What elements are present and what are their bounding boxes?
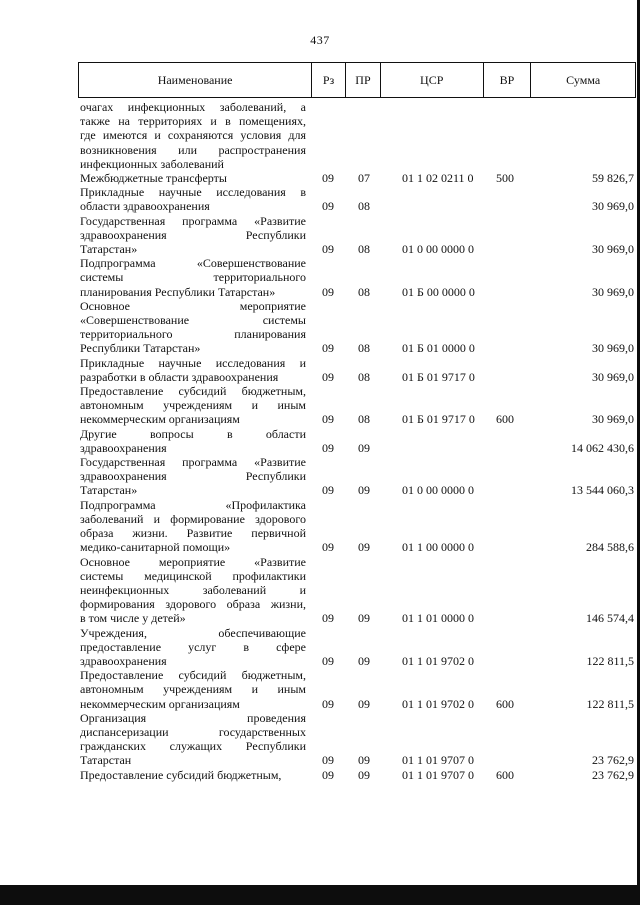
row-sum: 30 969,0	[592, 284, 634, 299]
row-name-line: Межбюджетные трансферты	[80, 171, 227, 186]
table-row	[80, 171, 636, 185]
row-csr: 01 1 01 9702 0	[402, 653, 474, 668]
row-name-line: очагах инфекционных заболеваний, а	[80, 100, 306, 114]
row-values	[80, 697, 636, 711]
row-vr: 600	[496, 767, 514, 782]
row-sum: 30 969,0	[592, 369, 634, 384]
table-row	[80, 384, 636, 427]
table-row	[80, 299, 636, 356]
row-csr: 01 1 01 0000 0	[402, 611, 474, 626]
row-name-line: Другие вопросы в области	[80, 426, 306, 441]
row-name-line: системы территориального	[80, 270, 306, 285]
row-vr: 500	[496, 171, 514, 186]
row-values	[80, 484, 636, 498]
row-values	[80, 285, 636, 299]
row-name-line: Татарстан	[80, 753, 132, 768]
row-name-line: Прикладные научные исследования в	[80, 185, 306, 200]
row-name-line: Республики Татарстан»	[80, 341, 201, 356]
row-name-line: возникновения или распространения	[80, 142, 306, 157]
table-row	[80, 185, 636, 213]
header-sum: Сумма	[530, 63, 635, 97]
row-rz: 09	[322, 341, 334, 356]
row-rz: 09	[322, 284, 334, 299]
row-rz: 09	[322, 440, 334, 455]
row-name-line: заболеваний и формирование здорового	[80, 511, 306, 526]
row-name-line: системы медицинской профилактики	[80, 568, 306, 583]
table-row	[80, 768, 636, 782]
row-name-line: Предоставление субсидий бюджетным,	[80, 668, 306, 683]
row-sum: 30 969,0	[592, 341, 634, 356]
row-pr: 09	[358, 753, 370, 768]
row-rz: 09	[322, 540, 334, 555]
row-sum: 23 762,9	[592, 767, 634, 782]
row-name-line: образа жизни. Развитие первичной	[80, 526, 306, 541]
row-pr: 08	[358, 284, 370, 299]
row-pr: 09	[358, 696, 370, 711]
header-vr: ВР	[483, 63, 531, 97]
row-name-line: неинфекционных заболеваний и	[80, 582, 306, 597]
row-name-line: планирования Республики Татарстан»	[80, 284, 276, 299]
row-name-line: автономным учреждениям и иным	[80, 682, 306, 697]
row-pr: 08	[358, 369, 370, 384]
table-row	[80, 711, 636, 768]
row-name-line: автономным учреждениям и иным	[80, 398, 306, 413]
row-rz: 09	[322, 171, 334, 186]
row-values	[80, 753, 636, 767]
row-values	[80, 540, 636, 554]
row-values	[80, 768, 636, 782]
row-vr: 600	[496, 412, 514, 427]
row-name-line: где имеются и сохраняются условия для	[80, 128, 306, 143]
row-csr: 01 1 01 9702 0	[402, 696, 474, 711]
row-rz: 09	[322, 483, 334, 498]
row-pr: 09	[358, 653, 370, 668]
row-rz: 09	[322, 653, 334, 668]
row-csr: 01 Б 01 9717 0	[402, 412, 475, 427]
row-pr: 09	[358, 483, 370, 498]
table-row	[80, 455, 636, 498]
row-name-line: Государственная программа «Развитие	[80, 213, 306, 228]
table-body	[80, 100, 636, 782]
row-values	[80, 611, 636, 625]
header-name: Наименование	[157, 72, 233, 87]
row-values	[80, 171, 636, 185]
row-sum: 146 574,4	[586, 611, 634, 626]
row-values	[80, 654, 636, 668]
row-name-line: Учреждения, обеспечивающие	[80, 625, 306, 640]
row-csr: 01 1 01 9707 0	[402, 767, 474, 782]
row-sum: 122 811,5	[586, 696, 634, 711]
row-csr: 01 Б 01 0000 0	[402, 341, 475, 356]
row-name-line: инфекционных заболеваний	[80, 156, 224, 171]
header-csr: ЦСР	[380, 63, 483, 97]
row-vr: 600	[496, 696, 514, 711]
table-row	[80, 626, 636, 669]
row-name-line: диспансеризации государственных	[80, 724, 306, 739]
row-name-line: Татарстан»	[80, 483, 138, 498]
row-values	[80, 370, 636, 384]
table-row	[80, 256, 636, 299]
row-name-line: территориального планирования	[80, 327, 306, 342]
row-rz: 09	[322, 199, 334, 214]
row-rz: 09	[322, 412, 334, 427]
table-row	[80, 100, 636, 171]
table-row	[80, 555, 636, 626]
row-name-line: также на территориях и в помещениях,	[80, 114, 306, 129]
row-pr: 08	[358, 199, 370, 214]
row-rz: 09	[322, 753, 334, 768]
row-sum: 30 969,0	[592, 412, 634, 427]
row-sum: 14 062 430,6	[571, 440, 634, 455]
row-rz: 09	[322, 242, 334, 257]
row-name-line: здравоохранения	[80, 440, 167, 455]
row-values	[80, 157, 636, 171]
table-header	[78, 62, 636, 98]
row-pr: 09	[358, 440, 370, 455]
row-name-line: здравоохранения Республики	[80, 227, 306, 242]
table-row	[80, 668, 636, 711]
row-sum: 59 826,7	[592, 171, 634, 186]
row-name-line: Прикладные научные исследования и	[80, 355, 306, 370]
row-rz: 09	[322, 767, 334, 782]
row-sum: 284 588,6	[586, 540, 634, 555]
row-name-line: Татарстан»	[80, 242, 138, 257]
row-name-line: Предоставление субсидий бюджетным,	[80, 767, 282, 782]
row-name-line: медико-санитарной помощи»	[80, 540, 231, 555]
row-name-line: разработки в области здравоохранения	[80, 369, 279, 384]
row-name-line: «Совершенствование системы	[80, 313, 306, 328]
row-values	[80, 242, 636, 256]
row-values	[80, 412, 636, 426]
header-rz: Рз	[311, 63, 345, 97]
table-row	[80, 498, 636, 555]
table-row	[80, 427, 636, 455]
row-rz: 09	[322, 611, 334, 626]
row-name-line: предоставление услуг в сфере	[80, 639, 306, 654]
row-sum: 30 969,0	[592, 242, 634, 257]
row-name-line: области здравоохранения	[80, 199, 210, 214]
row-csr: 01 Б 00 0000 0	[402, 284, 475, 299]
row-name-line: в том числе у детей»	[80, 611, 186, 626]
row-name-line: формирования здорового образа жизни,	[80, 597, 306, 612]
header-pr: ПР	[345, 63, 380, 97]
row-values	[80, 441, 636, 455]
row-csr: 01 Б 01 9717 0	[402, 369, 475, 384]
row-pr: 08	[358, 341, 370, 356]
row-rz: 09	[322, 369, 334, 384]
row-values	[80, 341, 636, 355]
row-csr: 01 1 01 9707 0	[402, 753, 474, 768]
row-csr: 01 0 00 0000 0	[402, 242, 474, 257]
row-pr: 09	[358, 611, 370, 626]
row-name-line: Подпрограмма «Совершенствование	[80, 256, 306, 271]
row-rz: 09	[322, 696, 334, 711]
row-csr: 01 0 00 0000 0	[402, 483, 474, 498]
row-name-line: Основное мероприятие «Развитие	[80, 554, 306, 569]
row-sum: 13 544 060,3	[571, 483, 634, 498]
row-pr: 08	[358, 242, 370, 257]
row-pr: 09	[358, 540, 370, 555]
scan-edge-bottom	[0, 885, 640, 905]
row-name-line: Организация проведения	[80, 710, 306, 725]
row-csr: 01 1 02 0211 0	[402, 171, 474, 186]
row-name-line: Государственная программа «Развитие	[80, 455, 306, 470]
row-name-line: некоммерческим организациям	[80, 696, 240, 711]
table-row	[80, 214, 636, 257]
row-sum: 122 811,5	[586, 653, 634, 668]
row-name-line: некоммерческим организациям	[80, 412, 240, 427]
row-name-line: Предоставление субсидий бюджетным,	[80, 384, 306, 399]
row-name-line: Основное мероприятие	[80, 298, 306, 313]
page-number: 437	[310, 33, 330, 47]
row-name-line: гражданских служащих Республики	[80, 739, 306, 754]
row-pr: 08	[358, 412, 370, 427]
row-pr: 09	[358, 767, 370, 782]
row-name-line: Подпрограмма «Профилактика	[80, 497, 306, 512]
row-csr: 01 1 00 0000 0	[402, 540, 474, 555]
row-name-line: здравоохранения Республики	[80, 469, 306, 484]
row-pr: 07	[358, 171, 370, 186]
row-name-line: здравоохранения	[80, 653, 167, 668]
row-sum: 23 762,9	[592, 753, 634, 768]
row-sum: 30 969,0	[592, 199, 634, 214]
row-values	[80, 199, 636, 213]
table-row	[80, 356, 636, 384]
